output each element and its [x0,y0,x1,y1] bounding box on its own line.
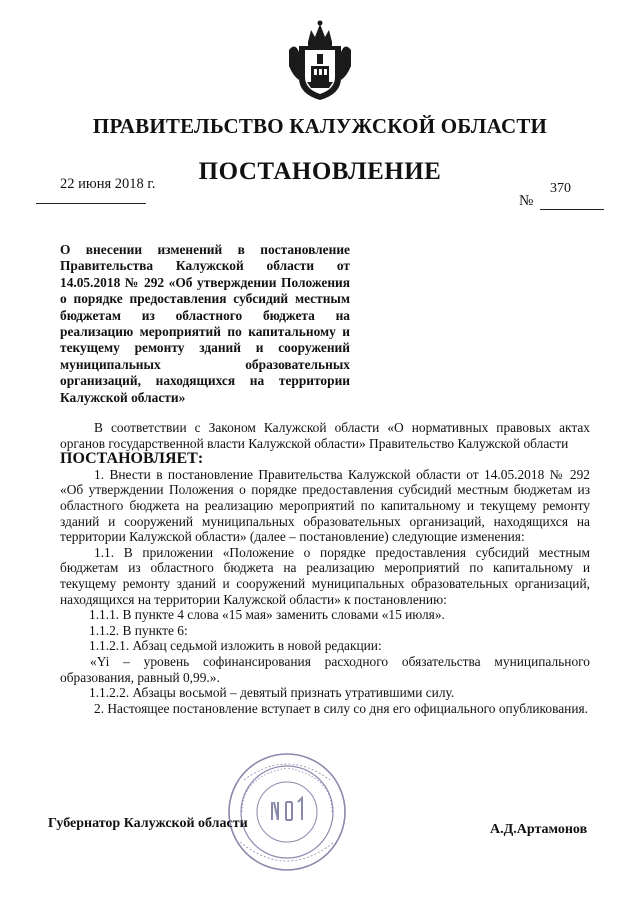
document-date: 22 июня 2018 г. [60,176,156,192]
clause-2: 2. Настоящее постановление вступает в силу со дня его официального опубликования. [94,700,588,716]
quoted-definition: «Yi – уровень софинансирования расходного обязательства муниципального образования, равный 0,99.». [60,653,590,685]
clause-1-1-1: 1.1.1. В пункте 4 слова «15 мая» заменить словами «15 июля». [89,607,445,623]
signatory-position: Губернатор Калужской области [48,816,248,831]
clause-1-1-2: 1.1.2. В пункте 6: [89,622,188,638]
document-subject: О внесении изменений в постановление Правительства Калужской области от 14.05.2018 № 292 «Об утверждении Положения о порядке предоставления субсидий местным бюджетам из областного бюджета на реализацию мероприятий по капитальному и текущему ремонту зданий и сооружений муниципальных образовательных организаций, находящихся на территории Калужской области» [60,242,350,405]
decree-heading: ПОСТАНОВЛЯЕТ: [60,450,204,468]
number-sign: № [519,193,534,209]
document-body [60,420,590,716]
organization-title: ПРАВИТЕЛЬСТВО КАЛУЖСКОЙ ОБЛАСТИ [92,114,548,138]
clause-1: 1. Внести в постановление Правительства Калужской области от 14.05.2018 № 292 «Об утверждении Положения о порядке предоставления субсидий местным бюджетам из областного бюджета на реализацию мероприятий по капитальному и текущему ремонту зданий и сооружений муниципальных образовательных организаций, находящихся на территории Калужской области» (далее – постановление) следующие изменения: [60,466,590,545]
date-underline [36,203,146,204]
signatory-name: А.Д.Артамонов [490,822,588,837]
clause-1-1: 1.1. В приложении «Положение о порядке предоставления субсидий местным бюджетам из областного бюджета на реализацию мероприятий по капитальному и текущему ремонту зданий и сооружений муниципальных образовательных организаций, находящихся на территории Калужской области» к постановлению: [60,544,590,607]
coat-of-arms-emblem [287,20,353,102]
document-type-title: ПОСТАНОВЛЕНИЕ [198,158,442,185]
clause-1-1-2-2: 1.1.2.2. Абзацы восьмой – девятый признать утратившими силу. [89,685,455,701]
preamble-paragraph: В соответствии с Законом Калужской области «О нормативных правовых актах органов государственной власти Калужской области» Правительство Калужской области [60,420,590,451]
official-seal-stamp [212,750,362,875]
clause-1-1-2-1: 1.1.2.1. Абзац седьмой изложить в новой редакции: [89,638,382,654]
number-underline [540,209,604,210]
document-number: 370 [550,181,571,196]
